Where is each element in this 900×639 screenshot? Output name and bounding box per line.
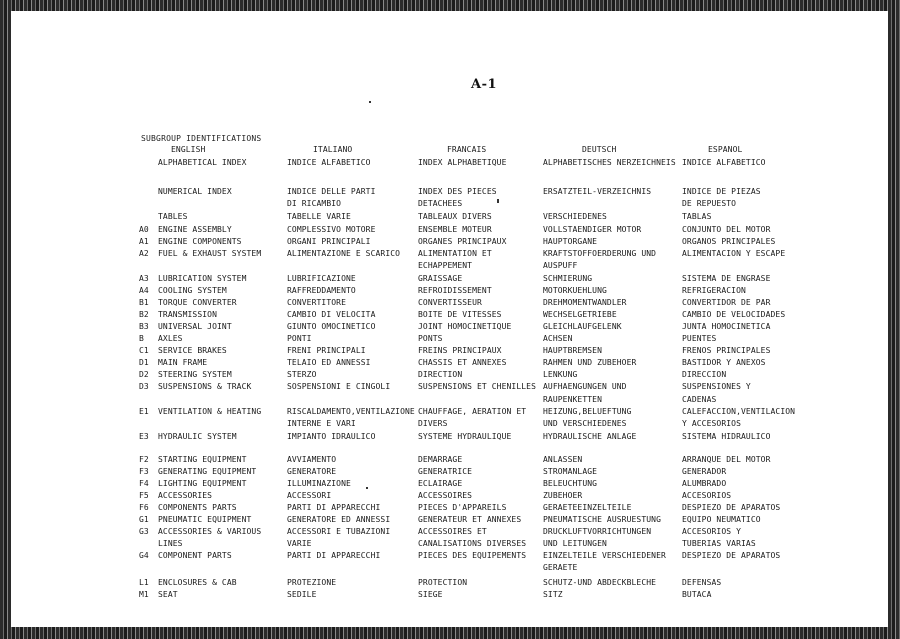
cell-es: SISTEMA DE ENGRASE xyxy=(682,274,771,283)
cell-es: JUNTA HOMOCINETICA xyxy=(682,322,771,331)
cell-en: TORQUE CONVERTER xyxy=(158,298,237,307)
column-header-francais: FRANCAIS xyxy=(447,145,487,154)
cell-it: TABELLE VARIE xyxy=(287,212,351,221)
cell-es: INDICE ALFABETICO xyxy=(682,158,766,167)
cell-de: LENKUNG xyxy=(543,370,578,379)
cell-es: DEFENSAS xyxy=(682,578,722,587)
cell-en: ACCESSORIES xyxy=(158,491,213,500)
cell-it: SOSPENSIONI E CINGOLI xyxy=(287,382,391,391)
cell-de: HAUPTBREMSEN xyxy=(543,346,602,355)
cell-code: F3 xyxy=(139,467,149,476)
cell-es: DE REPUESTO xyxy=(682,199,737,208)
cell-es: TUBERIAS VARIAS xyxy=(682,539,756,548)
cell-es: DESPIEZO DE APARATOS xyxy=(682,551,781,560)
scan-speck xyxy=(369,101,371,103)
cell-fr: TABLEAUX DIVERS xyxy=(418,212,492,221)
cell-fr: ACCESSOIRES xyxy=(418,491,473,500)
cell-it: STERZO xyxy=(287,370,317,379)
cell-en: GENERATING EQUIPMENT xyxy=(158,467,257,476)
cell-code: B3 xyxy=(139,322,149,331)
cell-de: ERSATZTEIL-VERZEICHNIS xyxy=(543,187,652,196)
cell-code: L1 xyxy=(139,578,149,587)
cell-it: VARIE xyxy=(287,539,312,548)
cell-de: BELEUCHTUNG xyxy=(543,479,598,488)
page-number: A-1 xyxy=(471,77,498,92)
cell-es: CONJUNTO DEL MOTOR xyxy=(682,225,771,234)
cell-code: A0 xyxy=(139,225,149,234)
cell-de: ZUBEHOER xyxy=(543,491,583,500)
cell-de: UND VERSCHIEDENES xyxy=(543,419,627,428)
cell-code: G4 xyxy=(139,551,149,560)
scan-speck xyxy=(366,487,368,489)
cell-de: PNEUMATISCHE AUSRUESTUNG xyxy=(543,515,661,524)
cell-fr: DIRECTION xyxy=(418,370,463,379)
cell-es: FRENOS PRINCIPALES xyxy=(682,346,771,355)
cell-en: COMPONENTS PARTS xyxy=(158,503,237,512)
cell-de: UND LEITUNGEN xyxy=(543,539,607,548)
cell-en: UNIVERSAL JOINT xyxy=(158,322,232,331)
cell-it: INDICE ALFABETICO xyxy=(287,158,371,167)
cell-code: F5 xyxy=(139,491,149,500)
cell-it: INDICE DELLE PARTI xyxy=(287,187,376,196)
cell-code: A4 xyxy=(139,286,149,295)
cell-fr: SIEGE xyxy=(418,590,443,599)
cell-de: MOTORKUEHLUNG xyxy=(543,286,607,295)
cell-es: CALEFACCION,VENTILACION xyxy=(682,407,796,416)
cell-es: Y ACCESORIOS xyxy=(682,419,741,428)
cell-fr: DETACHEES xyxy=(418,199,463,208)
cell-fr: PROTECTION xyxy=(418,578,468,587)
cell-en: AXLES xyxy=(158,334,183,343)
cell-it: SEDILE xyxy=(287,590,317,599)
cell-en: VENTILATION & HEATING xyxy=(158,407,262,416)
cell-fr: ORGANES PRINCIPAUX xyxy=(418,237,507,246)
cell-fr: JOINT HOMOCINETIQUE xyxy=(418,322,512,331)
cell-it: FRENI PRINCIPALI xyxy=(287,346,366,355)
cell-fr: CONVERTISSEUR xyxy=(418,298,482,307)
cell-it: LUBRIFICAZIONE xyxy=(287,274,356,283)
cell-de: DRUCKLUFTVORRICHTUNGEN xyxy=(543,527,652,536)
column-header-english: ENGLISH xyxy=(171,145,206,154)
cell-it: PARTI DI APPARECCHI xyxy=(287,551,381,560)
cell-code: D2 xyxy=(139,370,149,379)
cell-fr: PONTS xyxy=(418,334,443,343)
cell-code: A2 xyxy=(139,249,149,258)
cell-it: INTERNE E VARI xyxy=(287,419,356,428)
column-header-deutsch: DEUTSCH xyxy=(582,145,617,154)
cell-es: INDICE DE PIEZAS xyxy=(682,187,761,196)
cell-en: HYDRAULIC SYSTEM xyxy=(158,432,237,441)
cell-en: PNEUMATIC EQUIPMENT xyxy=(158,515,252,524)
cell-en: STARTING EQUIPMENT xyxy=(158,455,247,464)
cell-code: B xyxy=(139,334,144,343)
cell-en: ACCESSORIES & VARIOUS xyxy=(158,527,262,536)
cell-en: ALPHABETICAL INDEX xyxy=(158,158,247,167)
cell-fr: GENERATRICE xyxy=(418,467,473,476)
cell-de: VERSCHIEDENES xyxy=(543,212,607,221)
cell-es: ACCESORIOS Y xyxy=(682,527,741,536)
cell-code: B2 xyxy=(139,310,149,319)
cell-it: CAMBIO DI VELOCITA xyxy=(287,310,376,319)
cell-es: SISTEMA HIDRAULICO xyxy=(682,432,771,441)
cell-it: COMPLESSIVO MOTORE xyxy=(287,225,376,234)
cell-fr: SYSTEME HYDRAULIQUE xyxy=(418,432,512,441)
cell-de: SCHMIERUNG xyxy=(543,274,593,283)
cell-en: SERVICE BRAKES xyxy=(158,346,227,355)
cell-fr: INDEX DES PIECES xyxy=(418,187,497,196)
cell-es: GENERADOR xyxy=(682,467,727,476)
cell-fr: GRAISSAGE xyxy=(418,274,463,283)
cell-it: GENERATORE ED ANNESSI xyxy=(287,515,391,524)
cell-en: LUBRICATION SYSTEM xyxy=(158,274,247,283)
cell-code: M1 xyxy=(139,590,149,599)
cell-en: ENGINE COMPONENTS xyxy=(158,237,242,246)
cell-fr: INDEX ALPHABETIQUE xyxy=(418,158,507,167)
cell-it: GENERATORE xyxy=(287,467,337,476)
cell-de: HAUPTORGANE xyxy=(543,237,598,246)
cell-code: E3 xyxy=(139,432,149,441)
cell-fr: CHASSIS ET ANNEXES xyxy=(418,358,507,367)
cell-en: FUEL & EXHAUST SYSTEM xyxy=(158,249,262,258)
cell-fr: SUSPENSIONS ET CHENILLES xyxy=(418,382,536,391)
scan-speck xyxy=(497,199,499,203)
cell-it: IMPIANTO IDRAULICO xyxy=(287,432,376,441)
section-title: SUBGROUP IDENTIFICATIONS xyxy=(141,134,262,143)
cell-en: TRANSMISSION xyxy=(158,310,217,319)
cell-es: ALIMENTACION Y ESCAPE xyxy=(682,249,786,258)
cell-en: LIGHTING EQUIPMENT xyxy=(158,479,247,488)
cell-fr: FREINS PRINCIPAUX xyxy=(418,346,502,355)
cell-fr: ALIMENTATION ET xyxy=(418,249,492,258)
cell-de: HYDRAULISCHE ANLAGE xyxy=(543,432,637,441)
cell-fr: ENSEMBLE MOTEUR xyxy=(418,225,492,234)
cell-fr: ECHAPPEMENT xyxy=(418,261,473,270)
cell-es: ARRANQUE DEL MOTOR xyxy=(682,455,771,464)
cell-fr: DEMARRAGE xyxy=(418,455,463,464)
cell-it: ALIMENTAZIONE E SCARICO xyxy=(287,249,401,258)
cell-en: ENCLOSURES & CAB xyxy=(158,578,237,587)
column-header-espanol: ESPANOL xyxy=(708,145,743,154)
cell-fr: CHAUFFAGE, AERATION ET xyxy=(418,407,527,416)
cell-de: HEIZUNG,BELUEFTUNG xyxy=(543,407,632,416)
cell-es: DESPIEZO DE APARATOS xyxy=(682,503,781,512)
cell-fr: GENERATEUR ET ANNEXES xyxy=(418,515,522,524)
cell-de: GERAETE xyxy=(543,563,578,572)
cell-de: KRAFTSTOFFOERDERUNG UND xyxy=(543,249,657,258)
cell-en: NUMERICAL INDEX xyxy=(158,187,232,196)
cell-es: ALUMBRADO xyxy=(682,479,727,488)
cell-de: STROMANLAGE xyxy=(543,467,598,476)
cell-en: SEAT xyxy=(158,590,178,599)
cell-es: CONVERTIDOR DE PAR xyxy=(682,298,771,307)
cell-en: COMPONENT PARTS xyxy=(158,551,232,560)
cell-it: RAFFREDDAMENTO xyxy=(287,286,356,295)
cell-code: D3 xyxy=(139,382,149,391)
cell-en: MAIN FRAME xyxy=(158,358,208,367)
cell-de: SITZ xyxy=(543,590,563,599)
cell-fr: ECLAIRAGE xyxy=(418,479,463,488)
cell-code: F2 xyxy=(139,455,149,464)
cell-fr: REFROIDISSEMENT xyxy=(418,286,492,295)
cell-code: G3 xyxy=(139,527,149,536)
cell-fr: PIECES D'APPAREILS xyxy=(418,503,507,512)
cell-es: TABLAS xyxy=(682,212,712,221)
document-page xyxy=(11,11,888,627)
cell-it: TELAIO ED ANNESSI xyxy=(287,358,371,367)
cell-it: ORGANI PRINCIPALI xyxy=(287,237,371,246)
cell-de: DREHMOMENTWANDLER xyxy=(543,298,627,307)
cell-code: F6 xyxy=(139,503,149,512)
cell-code: A3 xyxy=(139,274,149,283)
cell-en: TABLES xyxy=(158,212,188,221)
cell-code: F4 xyxy=(139,479,149,488)
cell-fr: DIVERS xyxy=(418,419,448,428)
cell-es: ORGANOS PRINCIPALES xyxy=(682,237,776,246)
cell-code: E1 xyxy=(139,407,149,416)
cell-de: WECHSELGETRIEBE xyxy=(543,310,617,319)
cell-de: ANLASSEN xyxy=(543,455,583,464)
cell-en: ENGINE ASSEMBLY xyxy=(158,225,232,234)
cell-it: PONTI xyxy=(287,334,312,343)
cell-code: B1 xyxy=(139,298,149,307)
cell-fr: CANALISATIONS DIVERSES xyxy=(418,539,527,548)
cell-en: COOLING SYSTEM xyxy=(158,286,227,295)
cell-it: AVVIAMENTO xyxy=(287,455,337,464)
cell-es: SUSPENSIONES Y xyxy=(682,382,751,391)
cell-it: PARTI DI APPARECCHI xyxy=(287,503,381,512)
cell-fr: ACCESSOIRES ET xyxy=(418,527,487,536)
cell-es: DIRECCION xyxy=(682,370,727,379)
cell-de: GERAETEEINZELTEILE xyxy=(543,503,632,512)
cell-es: REFRIGERACION xyxy=(682,286,746,295)
cell-de: ALPHABETISCHES NERZEICHNEIS xyxy=(543,158,676,167)
cell-de: RAHMEN UND ZUBEHOER xyxy=(543,358,637,367)
cell-en: SUSPENSIONS & TRACK xyxy=(158,382,252,391)
cell-it: ILLUMINAZIONE xyxy=(287,479,351,488)
cell-fr: BOITE DE VITESSES xyxy=(418,310,502,319)
cell-fr: PIECES DES EQUIPEMENTS xyxy=(418,551,527,560)
cell-code: D1 xyxy=(139,358,149,367)
cell-de: SCHUTZ-UND ABDECKBLECHE xyxy=(543,578,657,587)
cell-es: CAMBIO DE VELOCIDADES xyxy=(682,310,786,319)
cell-es: EQUIPO NEUMATICO xyxy=(682,515,761,524)
cell-es: BASTIDOR Y ANEXOS xyxy=(682,358,766,367)
cell-es: ACCESORIOS xyxy=(682,491,732,500)
cell-de: RAUPENKETTEN xyxy=(543,395,602,404)
cell-it: DI RICAMBIO xyxy=(287,199,342,208)
cell-es: BUTACA xyxy=(682,590,712,599)
cell-de: EINZELTEILE VERSCHIEDENER xyxy=(543,551,666,560)
cell-es: PUENTES xyxy=(682,334,717,343)
cell-es: CADENAS xyxy=(682,395,717,404)
cell-de: VOLLSTAENDIGER MOTOR xyxy=(543,225,642,234)
cell-en: LINES xyxy=(158,539,183,548)
cell-code: A1 xyxy=(139,237,149,246)
cell-de: AUSPUFF xyxy=(543,261,578,270)
cell-de: GLEICHLAUFGELENK xyxy=(543,322,622,331)
cell-de: AUFHAENGUNGEN UND xyxy=(543,382,627,391)
cell-it: GIUNTO OMOCINETICO xyxy=(287,322,376,331)
cell-it: RISCALDAMENTO,VENTILAZIONE xyxy=(287,407,415,416)
cell-it: ACCESSORI xyxy=(287,491,332,500)
cell-it: PROTEZIONE xyxy=(287,578,337,587)
cell-de: ACHSEN xyxy=(543,334,573,343)
cell-it: CONVERTITORE xyxy=(287,298,346,307)
column-header-italiano: ITALIANO xyxy=(313,145,353,154)
cell-code: G1 xyxy=(139,515,149,524)
cell-it: ACCESSORI E TUBAZIONI xyxy=(287,527,391,536)
cell-code: C1 xyxy=(139,346,149,355)
cell-en: STEERING SYSTEM xyxy=(158,370,232,379)
